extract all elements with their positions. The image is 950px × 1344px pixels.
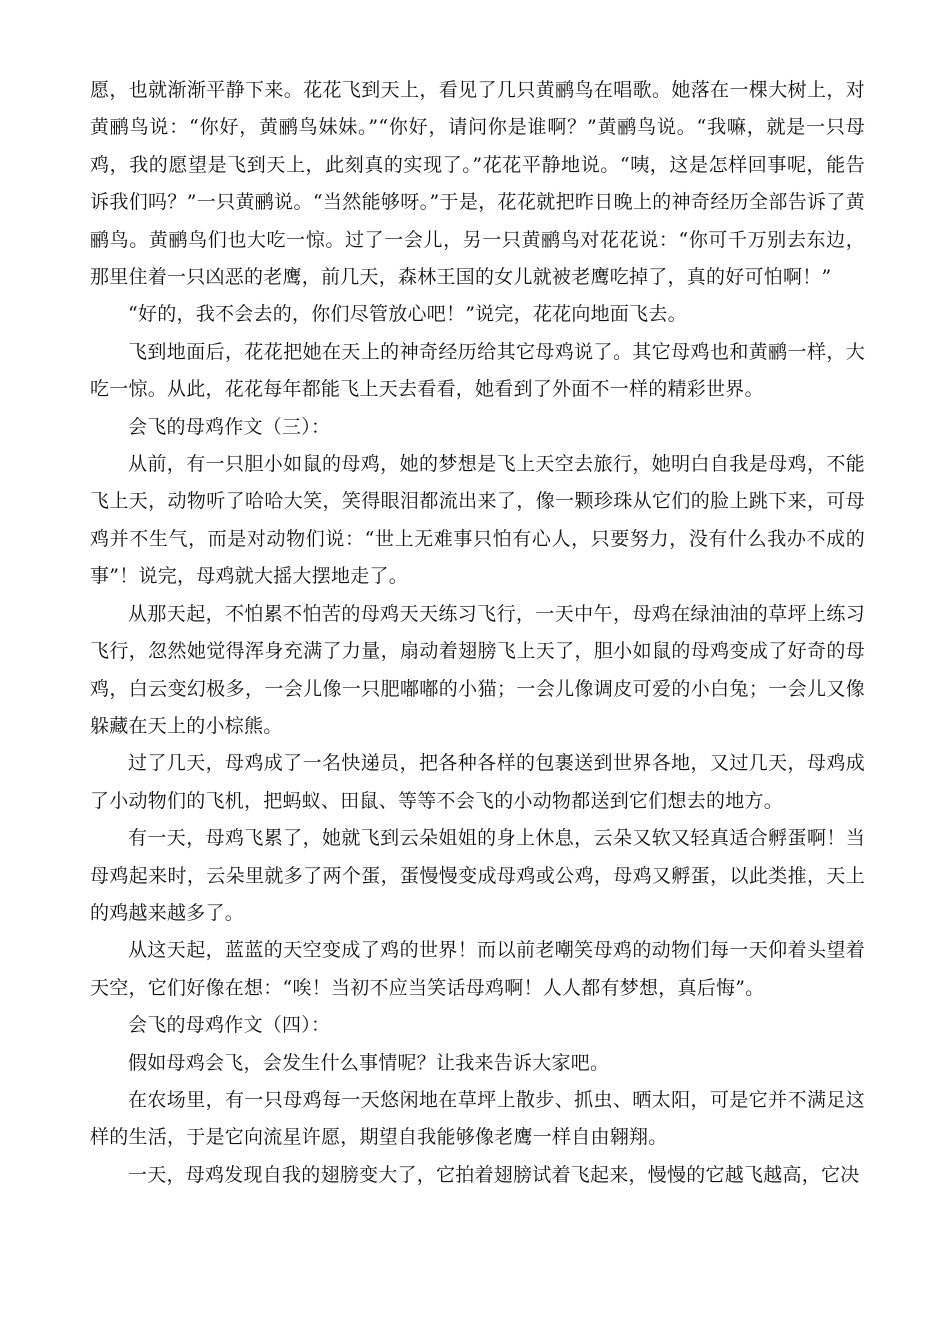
paragraph-5: 从前，有一只胆小如鼠的母鸡，她的梦想是飞上天空去旅行，她明白自我是母鸡，不能飞上天，动物听了哈哈大笑，笑得眼泪都流出来了，像一颗珍珠从它们的脸上跳下来，可母鸡并不生气，而是对动物们说：“世上无难事只怕有心人，只要努力，没有什么我办不成的事”！说完，母鸡就大摇大摆地走了。 bbox=[90, 453, 865, 588]
paragraph-6: 从那天起，不怕累不怕苦的母鸡天天练习飞行，一天中午，母鸡在绿油油的草坪上练习飞行，忽然她觉得浑身充满了力量，扇动着翅膀飞上天了，胆小如鼠的母鸡变成了好奇的母鸡，白云变幻极多，一会儿像一只肥嘟嘟的小猫；一会儿像调皮可爱的小白兔；一会儿又像躲藏在天上的小棕熊。 bbox=[90, 602, 865, 737]
paragraph-7: 过了几天，母鸡成了一名快递员，把各种各样的包裹送到世界各地，又过几天，母鸡成了小动物们的飞机，把蚂蚁、田鼠、等等不会飞的小动物都送到它们想去的地方。 bbox=[90, 752, 865, 812]
section-heading-3: 会飞的母鸡作文（三）： bbox=[128, 415, 331, 438]
document-page bbox=[90, 72, 865, 1194]
paragraph-13: 一天，母鸡发现自我的翅膀变大了，它拍着翅膀试着飞起来，慢慢的它越飞越高，它决 bbox=[128, 1163, 860, 1186]
paragraph-9: 从这天起，蓝蓝的天空变成了鸡的世界！而以前老嘲笑母鸡的动物们每一天仰着头望着天空，它们好像在想：“唉！当初不应当笑话母鸡啊！人人都有梦想，真后悔”。 bbox=[90, 939, 865, 999]
paragraph-8: 有一天，母鸡飞累了，她就飞到云朵姐姐的身上休息，云朵又软又轻真适合孵蛋啊！当母鸡起来时，云朵里就多了两个蛋，蛋慢慢变成母鸡或公鸡，母鸡又孵蛋，以此类推，天上的鸡越来越多了。 bbox=[90, 827, 865, 924]
paragraph-1: 愿，也就渐渐平静下来。花花飞到天上，看见了几只黄鹂鸟在唱歌。她落在一棵大树上，对黄鹂鸟说：“你好，黄鹂鸟妹妹。”“你好，请问你是谁啊？”黄鹂鸟说。“我嘛，就是一只母鸡，我的愿望是飞到天上，此刻真的实现了。”花花平静地说。“咦，这是怎样回事呢，能告诉我们吗？”一只黄鹂说。“当然能够呀。”于是，花花就把昨日晚上的神奇经历全部告诉了黄鹂鸟。黄鹂鸟们也大吃一惊。过了一会儿，另一只黄鹂鸟对花花说：“你可千万别去东边，那里住着一只凶恶的老鹰，前几天，森林王国的女儿就被老鹰吃掉了，真的好可怕啊！” bbox=[90, 79, 865, 289]
section-heading-4: 会飞的母鸡作文（四）： bbox=[128, 1014, 331, 1037]
paragraph-3: 飞到地面后，花花把她在天上的神奇经历给其它母鸡说了。其它母鸡也和黄鹂一样，大吃一惊。从此，花花每年都能飞上天去看看，她看到了外面不一样的精彩世界。 bbox=[90, 340, 865, 401]
paragraph-12: 在农场里，有一只母鸡每一天悠闲地在草坪上散步、抓虫、晒太阳，可是它并不满足这样的生活，于是它向流星许愿，期望自我能够像老鹰一样自由翱翔。 bbox=[90, 1088, 865, 1149]
paragraph-11: 假如母鸡会飞，会发生什么事情呢？让我来告诉大家吧。 bbox=[128, 1051, 610, 1074]
paragraph-2: “好的，我不会去的，你们尽管放心吧！”说完，花花向地面飞去。 bbox=[128, 303, 687, 326]
